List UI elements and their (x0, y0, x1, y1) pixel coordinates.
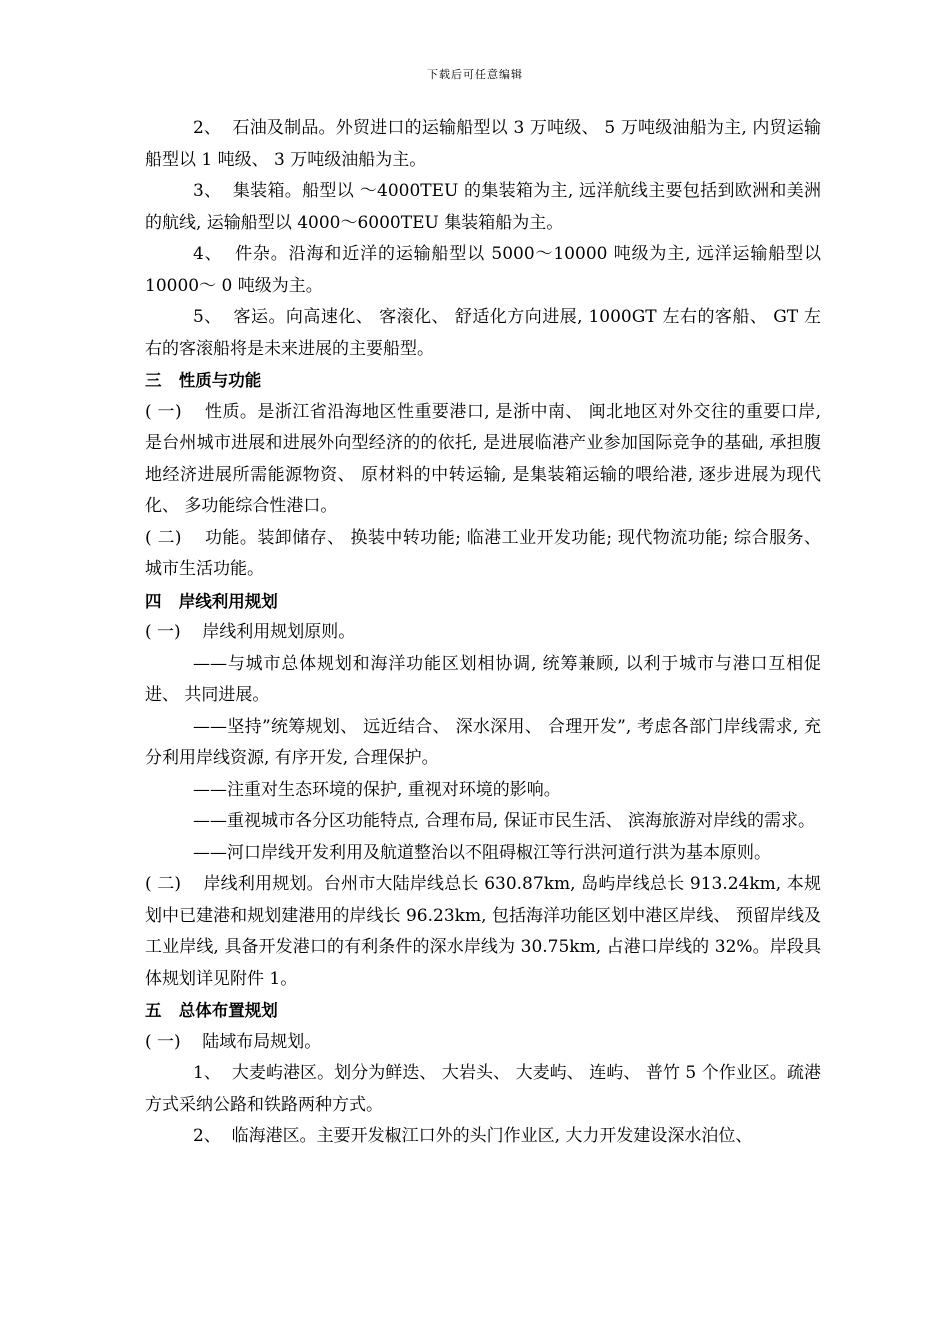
paragraph: ( 二) 岸线利用规划。台州市大陆岸线总长 630.87km, 岛屿岸线总长 913.24km, 本规划中已建港和规划建港用的岸线长 96.23km, 包括海洋功能区划中港区岸线、 预留岸线及工业岸线, 具备开发港口的有利条件的深水岸线为 30.75km, 占港口岸线的 32%。岸段具体规划详见附件 1。 (145, 874, 821, 989)
paragraph: ( 一) 岸线利用规划原则。 (145, 622, 356, 642)
section-heading: 五 总体布置规划 (145, 1001, 278, 1020)
paragraph: 3、 集装箱。船型以 ～4000TEU 的集装箱为主, 远洋航线主要包括到欧洲和美洲的航线, 运输船型以 4000～6000TEU 集装箱船为主。 (145, 181, 821, 233)
paragraph: 1、 大麦屿港区。划分为鲜迭、 大岩头、 大麦屿、 连屿、 普竹 5 个作业区。疏港方式采纳公路和铁路两种方式。 (145, 1063, 821, 1115)
paragraph: ——注重对生态环境的保护, 重视对环境的影响。 (193, 779, 561, 800)
paragraph: ( 一) 性质。是浙江省沿海地区性重要港口, 是浙中南、 闽北地区对外交往的重要口岸, 是台州城市进展和进展外向型经济的的依托, 是进展临港产业参加国际竞争的基础, 承担腹地经济进展所需能源物资、 原材料的中转运输, 是集装箱运输的喂给港, 逐步进展为现代化、 多功能综合性港口。 (145, 401, 827, 516)
paragraph: ( 二) 功能。装卸储存、 换装中转功能; 临港工业开发功能; 现代物流功能; 综合服务、 城市生活功能。 (145, 527, 827, 579)
paragraph: 2、 临海港区。主要开发椒江口外的头门作业区, 大力开发建设深水泊位、 (193, 1126, 753, 1146)
paragraph: ( 一) 陆域布局规划。 (145, 1031, 322, 1052)
document-body (145, 113, 827, 1153)
paragraph: 5、 客运。向高速化、 客滚化、 舒适化方向进展, 1000GT 左右的客船、 GT 左右的客滚船将是未来进展的主要船型。 (145, 307, 821, 359)
paragraph: 2、 石油及制品。外贸进口的运输船型以 3 万吨级、 5 万吨级油船为主, 内贸运输船型以 1 吨级、 3 万吨级油船为主。 (145, 118, 821, 170)
section-heading: 三 性质与功能 (145, 371, 262, 390)
paragraph: ——坚持”统筹规划、 远近结合、 深水深用、 合理开发”, 考虑各部门岸线需求, 充分利用岸线资源, 有序开发, 合理保护。 (145, 716, 821, 768)
paragraph: ——与城市总体规划和海洋功能区划相协调, 统筹兼顾, 以利于城市与港口互相促进、 共同进展。 (145, 653, 821, 705)
section-heading: 四 岸线利用规划 (145, 591, 278, 611)
paragraph: ——河口岸线开发利用及航道整治以不阻碍椒江等行洪河道行洪为基本原则。 (193, 842, 771, 863)
paragraph: ——重视城市各分区功能特点, 合理布局, 保证市民生活、 滨海旅游对岸线的需求。 (193, 811, 816, 831)
paragraph: 4、 件杂。沿海和近洋的运输船型以 5000～10000 吨级为主, 远洋运输船型以 10000～ 0 吨级为主。 (145, 244, 827, 296)
page-header: 下载后可任意编辑 (427, 68, 523, 81)
